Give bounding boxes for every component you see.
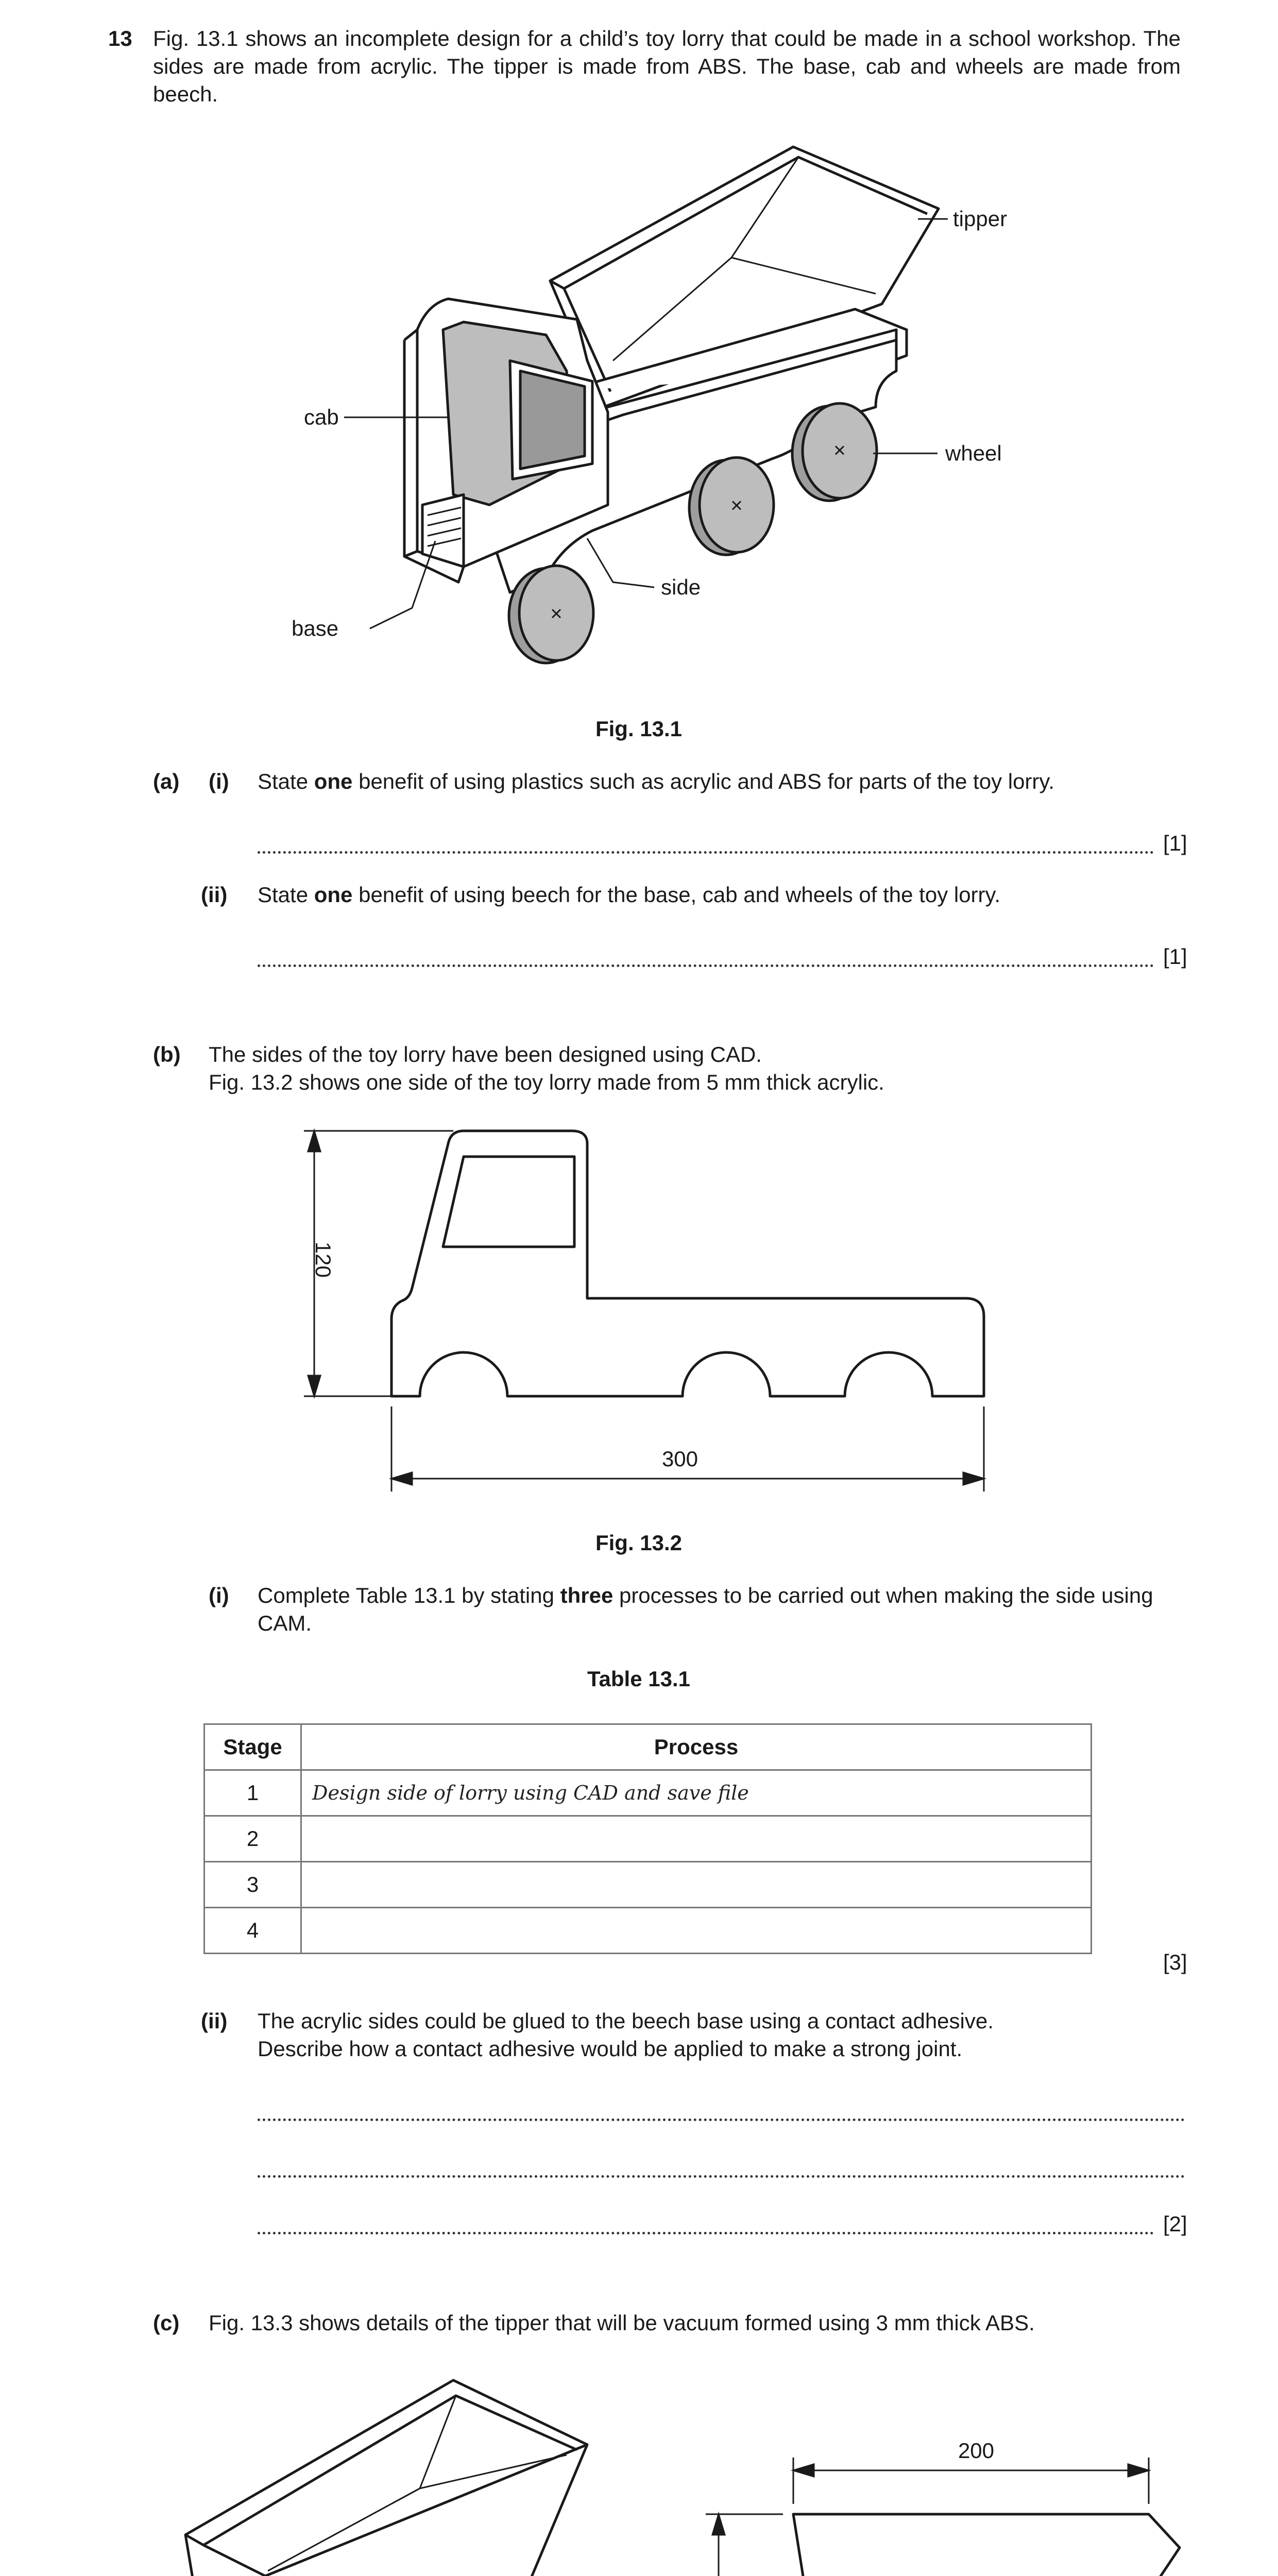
- marks-b-ii: [2]: [1163, 2212, 1187, 2236]
- label-side: side: [661, 575, 701, 599]
- part-a-ii-number: (ii): [201, 883, 228, 907]
- header-stage: Stage: [205, 1724, 301, 1770]
- marks-a-ii: [1]: [1163, 944, 1187, 969]
- part-b-line-2: Fig. 13.2 shows one side of the toy lorry made from 5 mm thick acrylic.: [209, 1070, 884, 1094]
- dim-width-300: 300: [661, 1447, 698, 1471]
- stage-cell: 1: [205, 1770, 301, 1816]
- dim-height-75: [712, 2567, 740, 2576]
- marks-b-i: [3]: [1163, 1950, 1187, 1974]
- label-tipper: tipper: [953, 207, 1008, 231]
- part-b-ii-line-2: Describe how a contact adhesive would be applied to make a strong joint.: [258, 2037, 963, 2061]
- label-base: base: [292, 616, 339, 640]
- part-a-i-question: State one benefit of using plastics such as acrylic and ABS for parts of the toy lorry.: [258, 769, 1054, 793]
- stage-cell: 2: [205, 1816, 301, 1862]
- tipper-3d-shape: [185, 2380, 587, 2576]
- dim-width-200: 200: [958, 2438, 995, 2463]
- marks-a-i: [1]: [1163, 831, 1187, 855]
- stage-cell: 4: [205, 1908, 301, 1954]
- label-wheel: wheel: [945, 441, 1002, 465]
- part-c-intro: Fig. 13.3 shows details of the tipper that will be vacuum formed using 3 mm thick ABS.: [209, 2311, 1035, 2335]
- dim-height-120: 120: [311, 1241, 335, 1278]
- label-cab: cab: [304, 405, 339, 429]
- part-b-ii-number: (ii): [201, 2009, 228, 2033]
- part-b-label: (b): [153, 1042, 181, 1066]
- question-number: 13: [108, 26, 132, 50]
- stage-cell: 3: [205, 1862, 301, 1908]
- part-c-label: (c): [153, 2311, 180, 2335]
- table-13-1-title: Table 13.1: [587, 1667, 690, 1691]
- header-process: Process: [301, 1724, 1092, 1770]
- part-b-line-1: The sides of the toy lorry have been designed using CAD.: [209, 1042, 762, 1066]
- part-b-ii-line-1: The acrylic sides could be glued to the beech base using a contact adhesive.: [258, 2009, 994, 2033]
- fig-13-2-caption: Fig. 13.2: [595, 1531, 683, 1555]
- part-a-label: (a): [153, 769, 180, 793]
- fig-13-1-caption: Fig. 13.1: [595, 717, 683, 741]
- part-a-ii-question: State one benefit of using beech for the base, cab and wheels of the toy lorry.: [258, 883, 1001, 907]
- part-b-i-question: Complete Table 13.1 by stating three processes to be carried out when making the side using CAM.: [258, 1583, 1153, 1635]
- tipper-profile-shape: [793, 2514, 1180, 2576]
- question-intro: Fig. 13.1 shows an incomplete design for a child’s toy lorry that could be made in a school workshop. The sides are made from acrylic. The tipper is made from ABS. The base, cab and wheels are made from beech.: [153, 26, 1181, 106]
- part-b-i-number: (i): [209, 1583, 229, 1607]
- part-a-i-number: (i): [209, 769, 229, 793]
- process-cell[interactable]: Design side of lorry using CAD and save file: [301, 1770, 1092, 1816]
